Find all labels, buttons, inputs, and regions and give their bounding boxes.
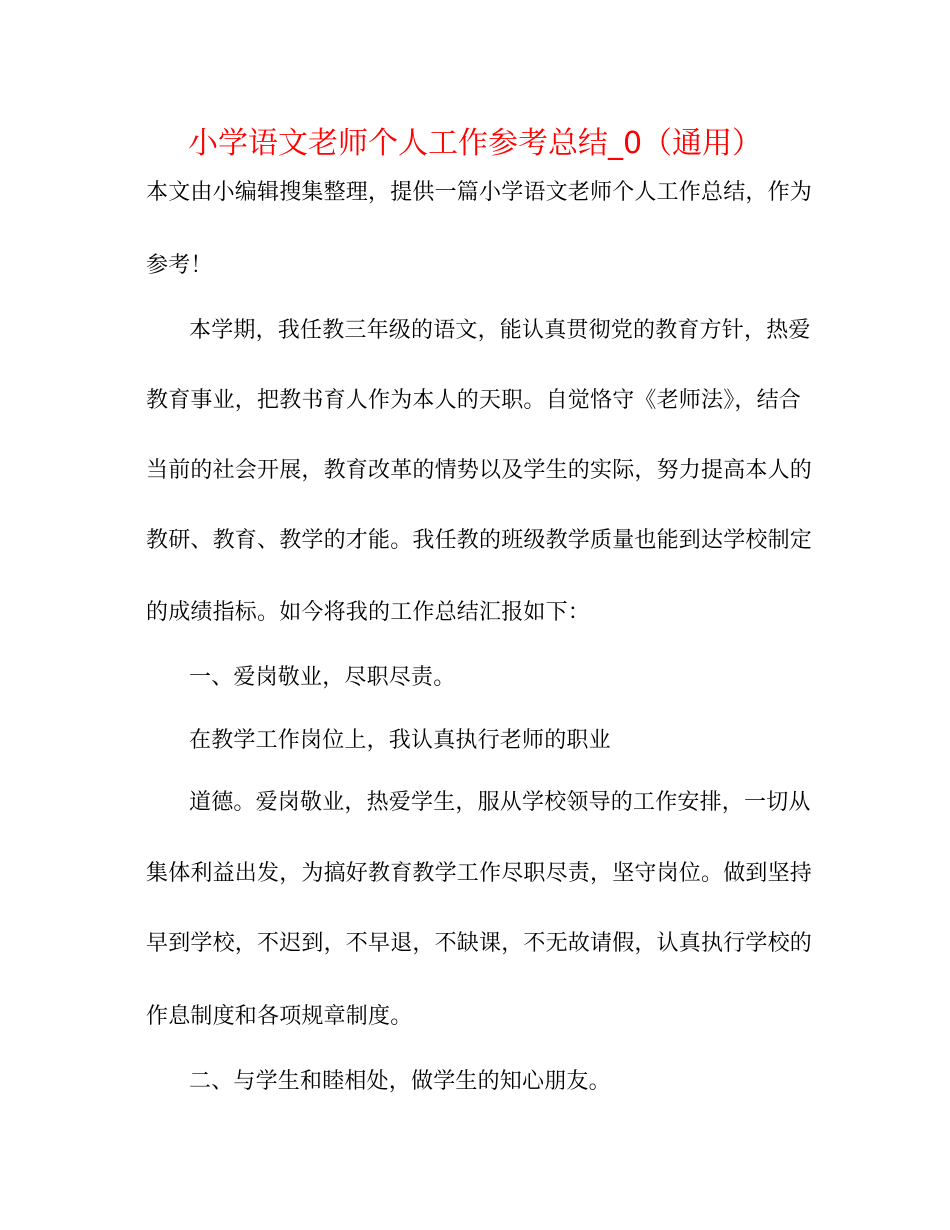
paragraph-line: 教育事业，把教书育人作为本人的天职。自觉恪守《老师法》，结合 [146, 388, 802, 413]
paragraph-line: 本文由小编辑搜集整理，提供一篇小学语文老师个人工作总结，作为 [146, 180, 813, 205]
paragraph-line: 作息制度和各项规章制度。 [146, 1004, 413, 1029]
section-heading: 二、与学生和睦相处，做学生的知心朋友。 [189, 1069, 611, 1094]
paragraph-line: 早到学校，不迟到，不早退，不缺课，不无故请假，认真执行学校的 [146, 931, 813, 956]
paragraph-line: 道德。爱岗敬业，热爱学生，服从学校领导的工作安排，一切从 [189, 790, 811, 815]
paragraph-line: 本学期，我任教三年级的语文，能认真贯彻党的教育方针，热爱 [189, 318, 811, 343]
paragraph-line: 在教学工作岗位上，我认真执行老师的职业 [189, 728, 611, 753]
document-title: 小学语文老师个人工作参考总结_0（通用） [187, 126, 763, 161]
paragraph-line: 参考！ [146, 253, 213, 278]
paragraph-line: 集体利益出发，为搞好教育教学工作尽职尽责，坚守岗位。做到坚持 [146, 861, 813, 886]
paragraph-line: 教研、教育、教学的才能。我任教的班级教学质量也能到达学校制定 [146, 528, 813, 553]
paragraph-line: 当前的社会开展，教育改革的情势以及学生的实际，努力提高本人的 [146, 458, 813, 483]
paragraph-line: 的成绩指标。如今将我的工作总结汇报如下： [146, 600, 591, 625]
section-heading: 一、爱岗敬业，尽职尽责。 [189, 665, 456, 690]
